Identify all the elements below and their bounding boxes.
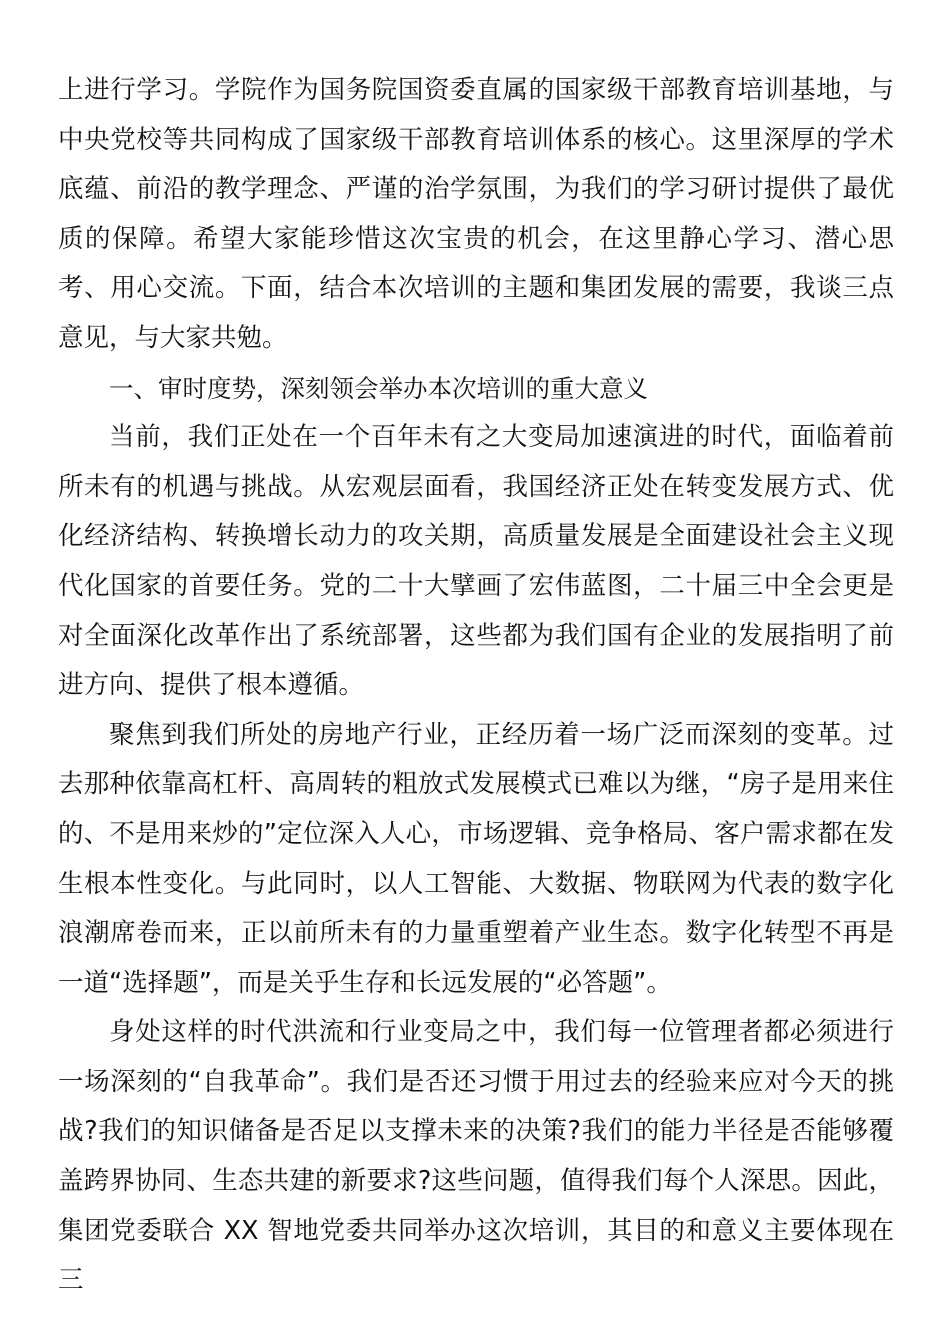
paragraph-self-revolution: 身处这样的时代洪流和行业变局之中，我们每一位管理者都必须进行一场深刻的“自我革命”。我们是否还习惯于用过去的经验来应对今天的挑战?我们的知识储备是否足以支撑未来的决策?我们的能力半径是否能够覆盖跨界协同、生态共建的新要求?这些问题，值得我们每个人深思。因此，集团党委联合 XX 智地党委共同举办这次培训，其目的和意义主要体现在三 xyxy=(58,1017,894,1296)
paragraph-current-situation: 当前，我们正处在一个百年未有之大变局加速演进的时代，面临着前所未有的机遇与挑战。从宏观层面看，我国经济正处在转变发展方式、优化经济结构、转换增长动力的攻关期，高质量发展是全面建设社会主义现代化国家的首要任务。党的二十大擘画了宏伟蓝图，二十届三中全会更是对全面深化改革作出了系统部署，这些都为我们国有企业的发展指明了前进方向、提供了根本遵循。 xyxy=(58,422,894,701)
paragraph-intro-continued: 上进行学习。学院作为国务院国资委直属的国家级干部教育培训基地，与中央党校等共同构成了国家级干部教育培训体系的核心。这里深厚的学术底蕴、前沿的教学理念、严谨的治学氛围，为我们的学习研讨提供了最优质的保障。希望大家能珍惜这次宝贵的机会，在这里静心学习、潜心思考、用心交流。下面，结合本次培训的主题和集团发展的需要，我谈三点意见，与大家共勉。 xyxy=(58,75,894,353)
document-body xyxy=(58,66,894,1306)
paragraph-real-estate-industry: 聚焦到我们所处的房地产行业，正经历着一场广泛而深刻的变革。过去那种依靠高杠杆、高周转的粗放式发展模式已难以为继，“房子是用来住的、不是用来炒的”定位深入人心，市场逻辑、竞争格局、客户需求都在发生根本性变化。与此同时，以人工智能、大数据、物联网为代表的数字化浪潮席卷而来，正以前所未有的力量重塑着产业生态。数字化转型不再是一道“选择题”，而是关乎生存和长远发展的“必答题”。 xyxy=(58,719,894,998)
section-heading-1: 一、审时度势，深刻领会举办本次培训的重大意义 xyxy=(109,373,648,403)
